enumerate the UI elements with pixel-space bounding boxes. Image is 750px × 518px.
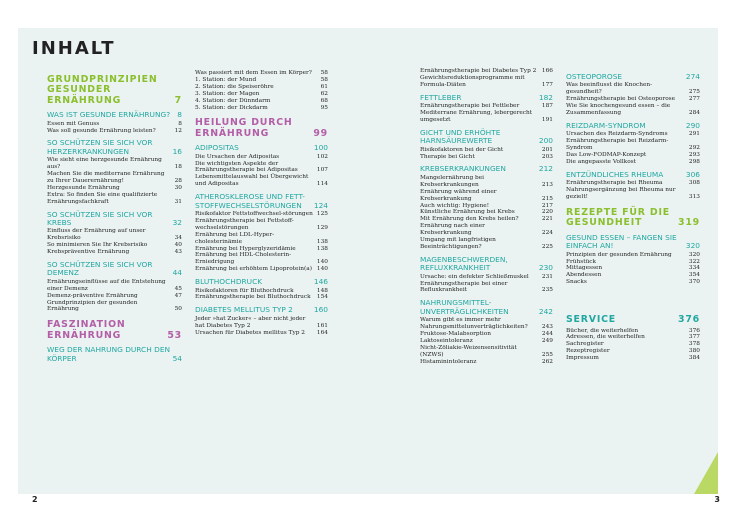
toc-title: Ernährung nach einer Krebserkrankung	[420, 223, 485, 237]
toc-title: 3. Station: der Magen	[195, 90, 260, 97]
toc-title: Ernährungstherapie bei Fettleber	[420, 103, 520, 110]
toc-column-2	[195, 70, 328, 337]
toc-entry[interactable]	[566, 259, 700, 266]
toc-page-number: 277	[688, 96, 700, 103]
toc-entry[interactable]	[47, 249, 182, 256]
corner-triangle-decoration	[694, 452, 718, 494]
toc-column-4	[566, 68, 700, 362]
toc-title: Adressen, die weiterhelfen	[566, 334, 645, 341]
toc-page-number: 291	[688, 131, 700, 138]
toc-title: Rezeptregister	[566, 348, 610, 355]
toc-entry[interactable]	[195, 266, 328, 273]
toc-entry[interactable]	[566, 279, 700, 286]
toc-title: MAGENBESCHWERDEN, REFLUXKRANKHEIT	[420, 254, 508, 273]
toc-entry[interactable]	[566, 96, 700, 103]
toc-page-number: 146	[313, 277, 328, 287]
toc-page-number: 61	[320, 83, 328, 90]
toc-title: Die Ursachen der Adipositas	[195, 153, 280, 160]
toc-title: Nicht-Zöliakie-Weizensensitivität (NZWS)	[420, 344, 517, 358]
toc-entry[interactable]	[420, 237, 553, 251]
toc-title: Impressum	[566, 355, 599, 362]
toc-page-number: 376	[688, 327, 700, 334]
toc-page-number: 320	[688, 251, 700, 258]
toc-title: Sachregister	[566, 341, 604, 348]
toc-page-number: 32	[172, 218, 182, 227]
toc-page-number: 40	[174, 242, 182, 249]
toc-page-number: 225	[541, 243, 553, 250]
toc-entry[interactable]	[47, 228, 182, 242]
toc-title: Ernährungstherapie bei Bluthochdruck	[195, 294, 311, 301]
toc-page-number: 244	[541, 331, 553, 337]
toc-title: Wie sieht eine herzgesunde Ernährung aus?	[47, 157, 162, 171]
toc-entry[interactable]	[420, 154, 553, 161]
toc-title: SO SCHÜTZEN SIE SICH VOR HERZERKRANKUNGEN	[47, 138, 153, 156]
page-number-left: 2	[32, 495, 38, 504]
toc-title: REZEPTE FÜR DIE GESUNDHEIT	[566, 207, 670, 229]
toc-page-number: 102	[316, 153, 328, 160]
toc-page-number: 44	[172, 268, 182, 278]
toc-title: Histaminintoleranz	[420, 358, 477, 365]
toc-entry[interactable]	[566, 348, 700, 355]
toc-section[interactable]	[47, 111, 182, 119]
toc-title: Was passiert mit dem Essen im Körper?	[195, 70, 312, 76]
toc-title: OSTEOPOROSE	[566, 72, 623, 81]
toc-title: Die wichtigsten Aspekte der Ernährungstherapie bei Adipositas	[195, 160, 298, 174]
toc-page-number: 320	[685, 241, 700, 251]
toc-page-number: 217	[541, 202, 553, 209]
toc-title: Lebensmittelauswahl bei Übergewicht und Adipositas	[195, 174, 309, 188]
toc-title: Bücher, die weiterhelfen	[566, 327, 639, 334]
toc-section[interactable]	[420, 94, 553, 102]
toc-title: Ernährungstherapie bei einer Refluxkrankheit	[420, 280, 508, 294]
toc-page-number: 34	[174, 235, 182, 242]
toc-title: Fruktose-Malabsorption	[420, 331, 491, 337]
toc-entry[interactable]	[420, 281, 553, 295]
toc-page-number: 274	[685, 72, 700, 81]
toc-page-number: 16	[172, 146, 182, 156]
toc-entry[interactable]	[195, 232, 328, 246]
toc-page-number: 213	[541, 181, 553, 188]
toc-entry[interactable]	[420, 223, 553, 237]
toc-title: Ernährungstherapie bei Fettstoff-wechselstörungen	[195, 217, 294, 231]
toc-entry[interactable]	[195, 288, 328, 295]
toc-page-number: 8	[177, 110, 182, 120]
toc-entry[interactable]	[47, 157, 182, 171]
toc-page-number: 177	[541, 81, 553, 88]
toc-title: Ernährung während einer Krebserkrankung	[420, 188, 497, 202]
toc-entry[interactable]	[420, 103, 553, 110]
toc-section[interactable]	[566, 122, 700, 130]
toc-page-number: 95	[320, 104, 328, 111]
toc-title: FASZINATION ERNÄHRUNG	[47, 319, 126, 341]
toc-page-number: 7	[174, 94, 182, 106]
toc-title: Mangelernährung bei Krebserkrankungen	[420, 174, 485, 188]
toc-entry[interactable]	[566, 131, 700, 138]
toc-title: 1. Station: der Mund	[195, 76, 257, 83]
toc-page-number: 220	[541, 209, 553, 216]
toc-entry[interactable]	[420, 338, 553, 345]
toc-title: Umgang mit langfristigen Beeinträchtigungen?	[420, 237, 496, 250]
toc-entry[interactable]	[566, 159, 700, 166]
toc-entry[interactable]	[420, 175, 553, 189]
toc-title: Was soll gesunde Ernährung leisten?	[47, 127, 156, 134]
toc-page-number: 377	[688, 334, 700, 341]
toc-chapter[interactable]	[195, 118, 328, 139]
toc-page-number: 138	[316, 238, 328, 245]
toc-page-number: 140	[316, 266, 328, 273]
toc-entry[interactable]	[47, 300, 182, 314]
toc-page-number: 380	[688, 348, 700, 355]
toc-entry[interactable]	[420, 110, 553, 124]
toc-title: Mittagessen	[566, 265, 603, 272]
toc-title: 5. Station: der Dickdarm	[195, 104, 268, 111]
toc-title: Frühstück	[566, 258, 597, 265]
toc-page-number: 191	[541, 116, 553, 123]
toc-page-number: 43	[174, 249, 182, 256]
toc-page-number: 154	[316, 294, 328, 301]
toc-title: Auch wichtig: Hygiene!	[420, 202, 490, 209]
toc-title: Laktoseintoleranz	[420, 337, 473, 344]
toc-entry[interactable]	[566, 180, 700, 187]
toc-page-number: 53	[167, 329, 182, 341]
toc-page-number: 148	[316, 287, 328, 294]
toc-title: Was beeinflusst die Knochen-gesundheit?	[566, 82, 653, 96]
toc-title: ADIPOSITAS	[195, 143, 239, 153]
toc-page-number: 231	[541, 273, 553, 280]
toc-page-number: 124	[313, 200, 328, 210]
toc-entry[interactable]	[195, 91, 328, 98]
toc-section[interactable]	[420, 299, 553, 316]
toc-entry[interactable]	[195, 330, 328, 337]
toc-page-number: 255	[541, 351, 553, 358]
toc-entry[interactable]	[195, 294, 328, 301]
toc-page-number: 290	[685, 120, 700, 130]
toc-title: Ernährungstherapie bei Diabetes Typ 2	[420, 68, 537, 74]
toc-title: Risikofaktoren für Bluthochdruck	[195, 287, 294, 294]
toc-title: GICHT UND ERHÖHTE HARNSÄUREWERTE	[420, 127, 501, 146]
toc-entry[interactable]	[195, 218, 328, 232]
toc-entry[interactable]	[195, 174, 328, 188]
toc-section[interactable]	[195, 278, 328, 286]
toc-page-number: 203	[541, 153, 553, 160]
toc-page-number: 8	[178, 120, 182, 127]
toc-section[interactable]	[195, 306, 328, 314]
toc-page-number: 54	[172, 353, 182, 363]
toc-entry[interactable]	[420, 68, 553, 75]
toc-page-number: 262	[541, 358, 553, 365]
toc-title: GESUND ESSEN – FANGEN SIE EINFACH AN!	[566, 232, 677, 251]
toc-page-number: 50	[174, 306, 182, 313]
toc-page-number: 370	[688, 279, 700, 286]
toc-entry[interactable]	[195, 105, 328, 112]
toc-title: Einfluss der Ernährung auf unser Krebsrisiko	[47, 228, 146, 242]
toc-page-number: 99	[313, 127, 328, 139]
toc-title: Ernährungstherapie bei Rheuma	[566, 180, 663, 187]
toc-entry[interactable]	[566, 355, 700, 362]
toc-entry[interactable]	[566, 272, 700, 279]
toc-title: ATHEROSKLEROSE UND FETT-STOFFWECHSELSTÖRUNGEN	[195, 192, 305, 210]
toc-title: HEILUNG DURCH ERNÄHRUNG	[195, 117, 293, 139]
toc-section[interactable]	[195, 193, 328, 210]
toc-title: FETTLEBER	[420, 92, 462, 102]
toc-page-number: 354	[688, 272, 700, 279]
toc-section[interactable]	[420, 129, 553, 146]
toc-chapter[interactable]	[47, 75, 182, 106]
toc-entry[interactable]	[566, 334, 700, 341]
toc-page-number: 62	[320, 90, 328, 97]
toc-page-number: 322	[688, 258, 700, 265]
toc-title: Ernährung bei LDL-Hyper-cholesterinämie	[195, 231, 275, 245]
toc-entry[interactable]	[47, 121, 182, 128]
toc-entry[interactable]	[195, 246, 328, 253]
toc-chapter[interactable]	[47, 320, 182, 341]
toc-page-number: 313	[688, 194, 700, 201]
toc-page-number: 125	[316, 211, 328, 217]
toc-page-number: 100	[313, 143, 328, 153]
toc-entry[interactable]	[420, 345, 553, 359]
toc-title: GRUNDPRINZIPIEN GESUNDER ERNÄHRUNG	[47, 74, 158, 106]
toc-page-number: 319	[678, 217, 700, 229]
toc-page-number: 242	[538, 306, 553, 316]
toc-page-number: 308	[688, 180, 700, 187]
toc-section[interactable]	[420, 165, 553, 173]
toc-page-number: 200	[538, 136, 553, 146]
toc-page-number: 47	[174, 292, 182, 299]
toc-entry[interactable]	[195, 316, 328, 330]
toc-title: Abendessen	[566, 272, 602, 279]
toc-title: Herzgesunde Ernährung	[47, 184, 120, 191]
toc-title: Machen Sie die mediterrane Ernährung zu Ihrer Dauerernährung!	[47, 171, 165, 184]
toc-page-number: 160	[313, 305, 328, 315]
toc-entry[interactable]	[420, 189, 553, 203]
toc-chapter[interactable]	[566, 208, 700, 229]
toc-entry[interactable]	[566, 187, 700, 201]
toc-section[interactable]	[566, 73, 700, 81]
toc-title: Ursachen für Diabetes mellitus Typ 2	[195, 329, 305, 336]
toc-title: Wie Sie knochengesund essen – die Zusammenfassung	[566, 103, 671, 117]
toc-title: Warum gibt es immer mehr Nahrungsmittelunverträglichkeiten?	[420, 317, 528, 331]
toc-title: WAS IST GESUNDE ERNÄHRUNG?	[47, 110, 171, 120]
toc-entry[interactable]	[566, 341, 700, 348]
toc-title: ENTZÜNDLICHES RHEUMA	[566, 169, 664, 179]
toc-page-number: 376	[678, 314, 700, 326]
toc-title: Ursache: ein defekter Schließmuskel	[420, 273, 529, 280]
toc-entry[interactable]	[420, 331, 553, 338]
toc-page-number: 334	[688, 265, 700, 272]
toc-title: Gewichtsreduktionsprogramme mit Formula-Diäten	[420, 74, 525, 88]
toc-title: Essen mit Genuss	[47, 120, 100, 127]
toc-entry[interactable]	[47, 279, 182, 293]
toc-entry[interactable]	[420, 75, 553, 89]
toc-page-number: 107	[316, 167, 328, 174]
toc-title: Ursachen des Reizdarm-Syndroms	[566, 131, 668, 138]
toc-page-number: 58	[320, 70, 328, 76]
toc-section[interactable]	[47, 346, 182, 363]
toc-page-number: 298	[688, 158, 700, 165]
toc-title: Mediterrane Ernährung, lebergerecht umgesetzt	[420, 110, 533, 123]
toc-entry[interactable]	[420, 359, 553, 366]
toc-title: 2. Station: die Speiseröhre	[195, 83, 274, 90]
toc-entry[interactable]	[47, 185, 182, 192]
toc-title: Demenz-präventive Ernährung	[47, 292, 138, 299]
toc-column-3	[420, 68, 553, 366]
toc-page-number: 243	[541, 324, 553, 331]
toc-page-number: 28	[174, 177, 182, 184]
toc-page-number: 138	[316, 245, 328, 252]
toc-column-1	[47, 68, 182, 364]
toc-page-number: 30	[174, 184, 182, 191]
toc-page-number: 68	[320, 97, 328, 104]
toc-page-number: 45	[174, 285, 182, 292]
toc-page-number: 249	[541, 337, 553, 344]
toc-page-number: 114	[316, 181, 328, 188]
toc-title: Ernährungstherapie bei Osteoporose	[566, 96, 676, 103]
toc-title: NAHRUNGSMITTEL-UNVERTRÄGLICHKEITEN	[420, 298, 509, 316]
toc-page-number: 384	[688, 355, 700, 362]
toc-entry[interactable]	[566, 328, 700, 335]
toc-entry[interactable]	[195, 98, 328, 105]
toc-entry[interactable]	[420, 274, 553, 281]
toc-title: 4. Station: der Dünndarm	[195, 97, 271, 104]
toc-entry[interactable]	[566, 252, 700, 259]
toc-page-number: 224	[541, 230, 553, 237]
toc-page-number: 164	[316, 329, 328, 336]
toc-entry[interactable]	[566, 265, 700, 272]
toc-title: Snacks	[566, 279, 587, 286]
toc-title: DIABETES MELLITUS TYP 2	[195, 305, 293, 315]
toc-entry[interactable]	[420, 317, 553, 331]
toc-entry[interactable]	[47, 293, 182, 300]
toc-title: Ernährung bei erhöhtem Lipoprotein(a)	[195, 266, 313, 273]
toc-title: So minimieren Sie Ihr Krebsrisiko	[47, 242, 148, 249]
toc-title: Risikofaktoren bei der Gicht	[420, 146, 504, 153]
toc-chapter[interactable]	[566, 315, 700, 325]
toc-page-number: 129	[316, 224, 328, 231]
toc-entry[interactable]	[195, 154, 328, 161]
toc-page-number: 215	[541, 195, 553, 202]
toc-page-number: 140	[316, 259, 328, 266]
page-number-right: 3	[714, 495, 720, 504]
toc-page-number: 221	[541, 216, 553, 223]
toc-entry[interactable]	[420, 209, 553, 216]
toc-page-number: 182	[538, 92, 553, 102]
toc-entry[interactable]	[195, 84, 328, 91]
toc-entry[interactable]	[195, 161, 328, 175]
toc-entry[interactable]	[420, 203, 553, 210]
toc-title: Risikofaktor Fettstoffwechsel-störungen	[195, 211, 313, 217]
toc-entry[interactable]	[420, 216, 553, 223]
toc-title: Die angepasste Vollkost	[566, 158, 636, 165]
spacer	[566, 286, 700, 308]
toc-title: Grundprinzipien der gesunden Ernährung	[47, 299, 138, 313]
toc-title: BLUTHOCHDRUCK	[195, 277, 263, 287]
toc-entry[interactable]	[195, 70, 328, 77]
toc-page-number: 293	[688, 152, 700, 159]
toc-title: SERVICE	[566, 314, 617, 326]
page-title: INHALT	[32, 38, 116, 59]
toc-entry[interactable]	[195, 211, 328, 218]
toc-page-number: 161	[316, 322, 328, 329]
toc-section[interactable]	[566, 234, 700, 251]
toc-page-number: 18	[174, 164, 182, 171]
toc-page-number: 201	[541, 146, 553, 153]
toc-title: Therapie bei Gicht	[420, 153, 475, 160]
toc-title: Nahrungsergänzung bei Rheuma nur gezielt!	[566, 187, 676, 201]
toc-title: REIZDARM-SYNDROM	[566, 120, 646, 130]
toc-page-number: 212	[538, 164, 553, 174]
toc-page-number: 166	[541, 68, 553, 74]
toc-entry[interactable]	[566, 152, 700, 159]
toc-section[interactable]	[566, 171, 700, 179]
toc-page-number: 378	[688, 341, 700, 348]
toc-title: Künstliche Ernährung bei Krebs	[420, 209, 515, 216]
toc-page-number: 12	[174, 127, 182, 134]
toc-entry[interactable]	[47, 128, 182, 135]
toc-entry[interactable]	[195, 77, 328, 84]
toc-entry[interactable]	[566, 138, 700, 152]
toc-title: Das Low-FODMAP-Konzept	[566, 152, 647, 159]
toc-title: Extra: So finden Sie eine qualifizierte Ernährungsfachkraft	[47, 191, 158, 205]
toc-section[interactable]	[195, 144, 328, 152]
toc-page-number: 306	[685, 169, 700, 179]
toc-page-number: 31	[174, 198, 182, 205]
toc-title: Ernährungseinflüsse auf die Entstehung einer Demenz	[47, 278, 166, 292]
toc-page-number: 235	[541, 287, 553, 294]
toc-title: KREBSERKRANKUNGEN	[420, 164, 506, 174]
toc-entry[interactable]	[47, 242, 182, 249]
toc-entry[interactable]	[420, 147, 553, 154]
toc-title: Ernährung bei Hyperglyzeridämie	[195, 245, 296, 252]
toc-page-number: 292	[688, 145, 700, 152]
toc-title: Krebspräventive Ernährung	[47, 249, 130, 256]
toc-title: Mit Ernährung den Krebs heilen?	[420, 216, 519, 223]
toc-page-number: 284	[688, 110, 700, 117]
toc-section[interactable]	[420, 256, 553, 273]
toc-section[interactable]	[47, 211, 182, 228]
toc-section[interactable]	[47, 139, 182, 156]
toc-entry[interactable]	[47, 171, 182, 185]
toc-entry[interactable]	[47, 192, 182, 206]
toc-title: WEG DER NAHRUNG DURCH DEN KÖRPER	[47, 345, 171, 363]
toc-page-number: 275	[688, 89, 700, 96]
toc-page-number: 187	[541, 103, 553, 110]
toc-title: SO SCHÜTZEN SIE SICH VOR DEMENZ	[47, 260, 153, 278]
toc-title: Jeder »hat Zucker« – aber nicht jeder hat Diabetes Typ 2	[195, 315, 306, 329]
toc-title: Ernährung bei HDL-Cholesterin-Erniedrigung	[195, 252, 292, 266]
toc-title: SO SCHÜTZEN SIE SICH VOR KREBS	[47, 209, 153, 227]
toc-title: Prinzipien der gesunden Ernährung	[566, 251, 672, 258]
toc-page-number: 230	[538, 263, 553, 273]
toc-entry[interactable]	[566, 103, 700, 117]
toc-entry[interactable]	[195, 252, 328, 266]
toc-section[interactable]	[47, 261, 182, 278]
toc-entry[interactable]	[566, 82, 700, 96]
toc-page-number: 58	[320, 76, 328, 83]
toc-title: Ernährungstherapie bei Reizdarm-Syndrom	[566, 138, 669, 152]
